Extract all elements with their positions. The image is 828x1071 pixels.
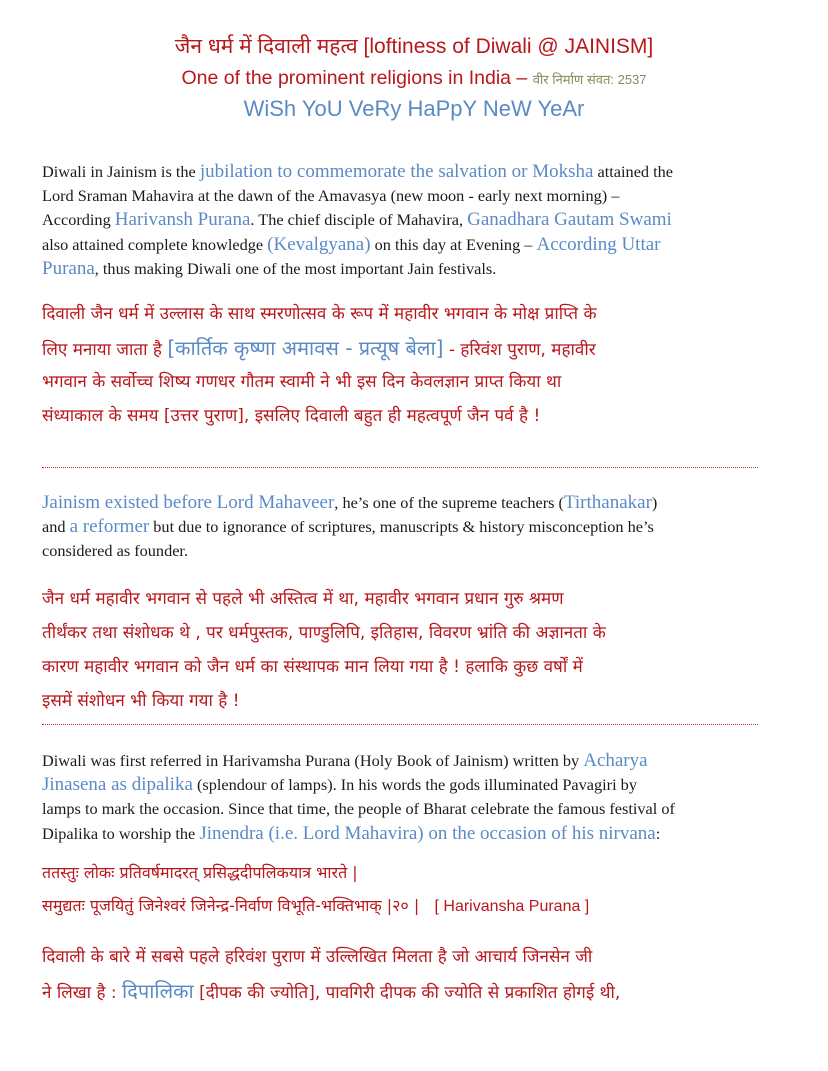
text-line: कारण महावीर भगवान को जैन धर्म का संस्थापक मान लिया गया है ! हलाकि कुछ वर्षों में (42, 657, 583, 677)
text-line: इसमें संशोधन भी किया गया है ! (42, 691, 240, 711)
greeting: WiSh YoU VeRy HaPpY NeW YeAr (243, 96, 585, 121)
highlight-text: Harivansh Purana (114, 209, 251, 231)
verse-source: [ Harivansha Purana ] (434, 898, 590, 915)
text-line: तीर्थंकर तथा संशोधक थे , पर धर्मपुस्तक, पाण्डुलिपि, इतिहास, विवरण भ्रांति की अज्ञानता के (42, 623, 606, 643)
dotted-divider (42, 467, 758, 468)
highlight-text: Purana (42, 257, 95, 279)
text-line: and a reformer but due to ignorance of scriptures, manuscripts & history misconception he’s (42, 516, 654, 538)
text-line: considered as founder. (42, 541, 189, 561)
highlight-text: According Uttar (536, 233, 661, 255)
text-line: भगवान के सर्वोच्च शिष्य गणधर गौतम स्वामी ने भी इस दिन केवलज्ञान प्राप्त किया था (42, 372, 562, 392)
text-line: also attained complete knowledge (Kevalgyana) on this day at Evening – According Uttar (42, 233, 661, 255)
highlight-text: Jinasena as dipalika (42, 774, 193, 796)
text-line: According Harivansh Purana. The chief disciple of Mahavira, Ganadhara Gautam Swami (42, 209, 672, 231)
verse-line: ततस्तुः लोकः प्रतिवर्षमादरत् प्रसिद्धदीपलिकयात्र भारते | (42, 863, 358, 882)
highlight-text: jubilation to commemorate the salvation or Moksha (199, 161, 594, 182)
samvat-year: वीर निर्माण संवत: 2537 (532, 72, 647, 87)
paragraph-hindi-2 (42, 582, 802, 718)
paragraph-hindi-3 (42, 940, 802, 1008)
text-line: दिवाली के बारे में सबसे पहले हरिवंश पुराण में उल्लिखित मिलता है जो आचार्य जिनसेन जी (42, 947, 593, 967)
text-line: ने लिखा है : दिपालिका [दीपक की ज्योति], पावगिरी दीपक की ज्योति से प्रकाशित होगई थी, (42, 979, 621, 1003)
highlight-text: Jainism existed before Lord Mahaveer (42, 492, 335, 513)
text-line: दिवाली जैन धर्म में उल्लास के साथ स्मरणोत्सव के रूप में महावीर भगवान के मोक्ष प्राप्ति के (42, 304, 597, 324)
text-line: Jainism existed before Lord Mahaveer, he’s one of the supreme teachers (Tirthanakar) (42, 492, 658, 513)
text-line: लिए मनाया जाता है [कार्तिक कृष्णा अमावस - प्रत्यूष बेला] - हरिवंश पुराण, महावीर (42, 336, 596, 360)
highlight-text: Jinendra (i.e. Lord Mahavira) on the occasion of his nirvana (199, 822, 656, 844)
text-line: lamps to mark the occasion. Since that time, the people of Bharat celebrate the famous festival of (42, 799, 675, 819)
text-line: Lord Sraman Mahavira at the dawn of the Amavasya (new moon - early next morning) – (42, 186, 620, 206)
text-line: Dipalika to worship the Jinendra (i.e. Lord Mahavira) on the occasion of his nirvana: (42, 822, 661, 844)
paragraph-english-1 (42, 160, 802, 281)
paragraph-english-2 (42, 491, 802, 564)
paragraph-hindi-1 (42, 297, 802, 433)
text-line: संध्याकाल के समय [उत्तर पुराण], इसलिए दिवाली बहुत ही महत्वपूर्ण जैन पर्व है ! (42, 406, 541, 426)
document-subtitle (0, 67, 828, 90)
highlight-text: [कार्तिक कृष्णा अमावस - प्रत्यूष बेला] (167, 336, 444, 360)
document-title: जैन धर्म में दिवाली महत्व [loftiness of Diwali @ JAINISM] (174, 35, 654, 58)
highlight-text: (Kevalgyana) (267, 233, 371, 255)
verse-line: समुद्यतः पूजयितुं जिनेश्वरं जिनेन्द्र-निर्वाण विभूति-भक्तिभाक् |२० | [ Harivansha Purana ] (42, 896, 590, 915)
dotted-divider (42, 724, 758, 725)
text-line: जैन धर्म महावीर भगवान से पहले भी अस्तित्व में था, महावीर भगवान प्रधान गुरु श्रमण (42, 589, 564, 609)
highlight-text: दिपालिका (122, 979, 194, 1003)
highlight-text: Acharya (583, 750, 648, 771)
text-line: Diwali was first referred in Harivamsha Purana (Holy Book of Jainism) written by Acharya (42, 750, 648, 771)
highlight-text: a reformer (69, 516, 150, 538)
sanskrit-verse (42, 856, 802, 922)
highlight-text: Ganadhara Gautam Swami (467, 209, 672, 231)
text-line: Purana, thus making Diwali one of the most important Jain festivals. (42, 257, 497, 279)
subtitle-text: One of the prominent religions in India – (181, 67, 533, 89)
paragraph-english-3 (42, 749, 802, 846)
text-line: Diwali in Jainism is the jubilation to commemorate the salvation or Moksha attained the (42, 161, 674, 182)
text-line: Jinasena as dipalika (splendour of lamps). In his words the gods illuminated Pavagiri by (42, 774, 637, 796)
highlight-text: Tirthanakar (563, 492, 652, 513)
